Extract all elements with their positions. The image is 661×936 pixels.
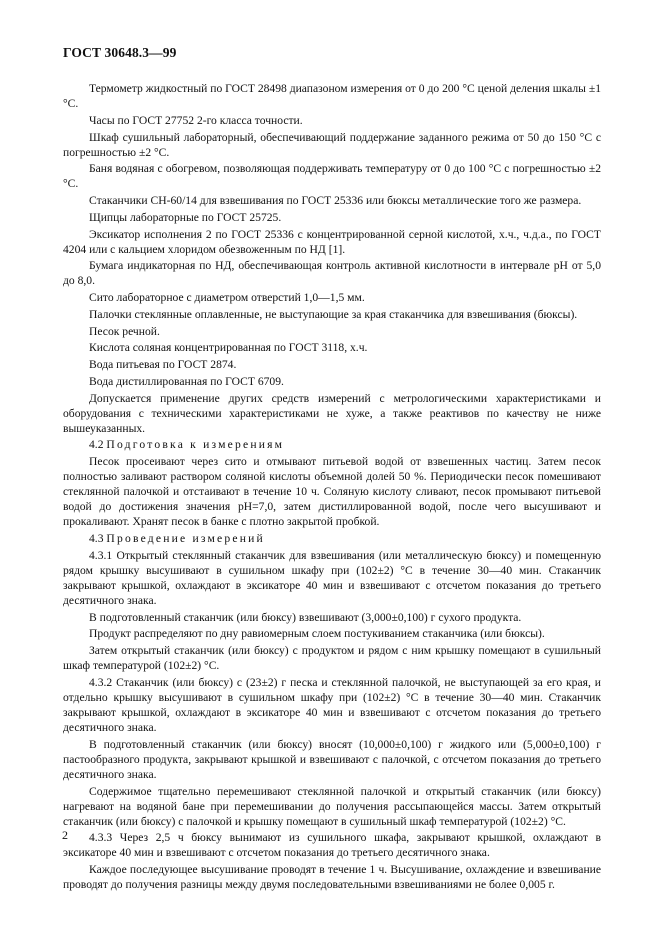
paragraph: Баня водяная с обогревом, позволяющая поддерживать температуру от 0 до 100 °С с погрешностью ±2 °С. — [63, 162, 601, 191]
paragraph: Песок просеивают через сито и отмывают питьевой водой от взвешенных частиц. Затем песок полностью заливают раствором соляной кислоты объемной долей 50 %. Периодически песок помешивают стеклянной палочкой и отстаивают в течение 10 ч. Соляную кислоту сливают, песок промывают питьевой водой до достижения значения рН=7,0, затем дистиллированной водой, после чего высушивают и прокаливают. Хранят песок в банке с плотно закрытой пробкой. — [63, 455, 601, 529]
paragraph: Содержимое тщательно перемешивают стеклянной палочкой и открытый стаканчик (или бюксу) нагревают на водяной бане при перемешивании до получения рассыпающейся массы. Затем открытый стаканчик (или бюксу) с палочкой и крышку помещают в сушильный шкаф температурой (102±2) °С. — [63, 784, 601, 828]
paragraph: 4.3.2 Стаканчик (или бюксу) с (23±2) г песка и стеклянной палочкой, не выступающей за его края, и отдельно крышку высушивают в сушильном шкафу при (102±2) °С в течение 30—40 мин. Стаканчик закрывают крышкой, охлаждают в эксикаторе 40 мин и взвешивают с отсчетом показания до третьего десятичного знака. — [63, 675, 601, 734]
paragraph: Кислота соляная концентрированная по ГОСТ 3118, х.ч. — [89, 341, 368, 355]
paragraph: Песок речной. — [89, 324, 160, 338]
paragraph: Щипцы лабораторные по ГОСТ 25725. — [89, 210, 282, 224]
section-heading-4-3 — [63, 531, 601, 546]
section-title: Проведение измерений — [106, 532, 265, 545]
paragraph: Сито лабораторное с диаметром отверстий 1,0—1,5 мм. — [89, 291, 365, 305]
page-number: 2 — [62, 828, 68, 842]
paragraph: В подготовленный стаканчик (или бюксу) взвешивают (3,000±0,100) г сухого продукта. — [89, 610, 522, 624]
paragraph: Вода питьевая по ГОСТ 2874. — [89, 358, 237, 372]
paragraph: В подготовленный стаканчик (или бюксу) вносят (10,000±0,100) г жидкого или (5,000±0,100) г пастообразного продукта, закрывают крышкой и взвешивают с палочкой, с отсчетом показания до третьего десятичного знака. — [63, 737, 601, 781]
paragraph: Продукт распределяют по дну равиомерным слоем постукиванием стаканчика (или бюксы). — [89, 627, 545, 641]
paragraph: 4.3.3 Через 2,5 ч бюксу вынимают из сушильного шкафа, закрывают крышкой, охлаждают в эксикаторе 40 мин и взвешивают с отсчетом показания до третьего десятичного знака. — [63, 831, 601, 860]
paragraph: 4.3.1 Открытый стеклянный стаканчик для взвешивания (или металлическую бюксу) и помещенную рядом крышку высушивают в сушильном шкафу при (102±2) °С в течение 30—40 мин. Стаканчик закрывают крышкой, охлаждают в эксикаторе 40 мин и взвешивают с отсчетом показания до третьего десятичного знака. — [63, 548, 601, 607]
paragraph: Часы по ГОСТ 27752 2-го класса точности. — [89, 113, 303, 127]
paragraph: Каждое последующее высушивание проводят в течение 1 ч. Высушивание, охлаждение и взвешивание проводят до получения разницы между двумя последовательными взвешиваниями не более 0,005 г. — [63, 863, 601, 892]
paragraph: Бумага индикаторная по НД, обеспечивающая контроль активной кислотности в интервале рН от 5,0 до 8,0. — [63, 259, 601, 288]
paragraph: Термометр жидкостный по ГОСТ 28498 диапазоном измерения от 0 до 200 °С ценой деления шкалы ±1 °С. — [63, 82, 601, 111]
paragraph: Допускается применение других средств измерений с метрологическими характеристиками и оборудования с техническими характеристиками не хуже, а также реактивов по качеству не ниже вышеуказанных. — [63, 391, 601, 435]
document-header: ГОСТ 30648.3—99 — [63, 45, 177, 60]
section-title: Подготовка к измерениям — [106, 438, 285, 452]
paragraph: Палочки стеклянные оплавленные, не выступающие за края стаканчика для взвешивания (бюксы). — [89, 307, 578, 321]
paragraph: Стаканчики СН-60/14 для взвешивания по ГОСТ 25336 или бюксы металлические того же размера. — [89, 194, 582, 208]
paragraph: Затем открытый стаканчик (или бюксу) с продуктом и рядом с ним крышку помещают в сушильный шкаф температурой (102±2) °С. — [63, 644, 601, 673]
section-number: 4.2 — [89, 438, 104, 452]
paragraph: Эксикатор исполнения 2 по ГОСТ 25336 с концентрированной серной кислотой, х.ч., ч.д.а., по ГОСТ 4204 или с кальцием хлоридом обезвоженным по НД [1]. — [63, 227, 601, 256]
section-number: 4.3 — [89, 532, 104, 545]
paragraph: Шкаф сушильный лабораторный, обеспечивающий поддержание заданного режима от 50 до 150 °С с погрешностью ±2 °С. — [63, 130, 601, 159]
paragraph: Вода дистиллированная по ГОСТ 6709. — [89, 374, 284, 388]
section-heading-4-2 — [63, 437, 601, 452]
document-body — [63, 81, 601, 894]
